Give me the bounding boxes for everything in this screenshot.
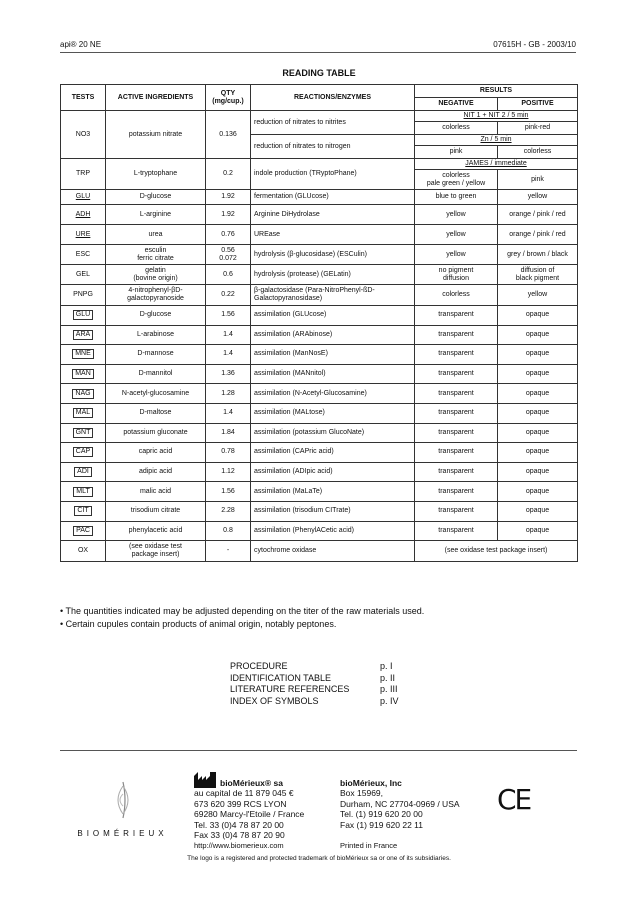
trp-negative: colorless pale green / yellow bbox=[415, 170, 498, 190]
negative-result: transparent bbox=[415, 325, 498, 345]
ingredient: L-arabinose bbox=[106, 325, 206, 345]
negative-result: transparent bbox=[415, 403, 498, 423]
test-cap: CAP bbox=[61, 443, 106, 463]
reaction: assimilation (potassium GlucoNate) bbox=[251, 423, 415, 443]
negative-result: colorless bbox=[415, 285, 498, 306]
test-mne: MNE bbox=[61, 345, 106, 365]
contents-item: INDEX OF SYMBOLS p. IV bbox=[230, 695, 399, 706]
reaction: assimilation (ManNosE) bbox=[251, 345, 415, 365]
ingredient-no3: potassium nitrate bbox=[106, 111, 206, 159]
qty: 1.56 bbox=[206, 482, 251, 502]
col-results: RESULTS bbox=[415, 85, 578, 98]
negative-result: transparent bbox=[415, 521, 498, 541]
ingredient: adipic acid bbox=[106, 462, 206, 482]
table-row bbox=[61, 541, 578, 562]
qty: 1.36 bbox=[206, 364, 251, 384]
negative-result: transparent bbox=[415, 482, 498, 502]
negative-result: transparent bbox=[415, 345, 498, 365]
brand-logo bbox=[60, 780, 185, 838]
test-cit: CIT bbox=[61, 501, 106, 521]
doc-header-left: api® 20 NE bbox=[60, 40, 102, 49]
table-row bbox=[61, 423, 578, 443]
positive-result: opaque bbox=[498, 462, 578, 482]
ingredient: capric acid bbox=[106, 443, 206, 463]
col-reactions: REACTIONS/ENZYMES bbox=[251, 85, 415, 111]
reading-table bbox=[60, 84, 578, 562]
table-row bbox=[61, 225, 578, 245]
table-row bbox=[61, 245, 578, 265]
address-line: 673 620 399 RCS LYON bbox=[194, 798, 287, 809]
negative-result: yellow bbox=[415, 225, 498, 245]
test-adh: ADH bbox=[61, 205, 106, 225]
positive-result: orange / pink / red bbox=[498, 205, 578, 225]
globe-logo-icon bbox=[103, 780, 143, 820]
positive-result: opaque bbox=[498, 384, 578, 404]
result-ox: (see oxidase test package insert) bbox=[415, 541, 578, 562]
table-row bbox=[61, 205, 578, 225]
table-row bbox=[61, 501, 578, 521]
reaction-trp: indole production (TRyptoPhane) bbox=[251, 159, 415, 190]
ingredient: potassium gluconate bbox=[106, 423, 206, 443]
test-mal: MAL bbox=[61, 403, 106, 423]
ingredient: D-maltose bbox=[106, 403, 206, 423]
test-trp: TRP bbox=[61, 159, 106, 190]
table-row bbox=[61, 443, 578, 463]
factory-icon bbox=[194, 772, 216, 788]
ingredient: N-acetyl-glucosamine bbox=[106, 384, 206, 404]
address-line: au capital de 11 879 045 € bbox=[194, 788, 294, 798]
test-pnpg: PNPG bbox=[61, 285, 106, 306]
ingredient-ox: (see oxidase test package insert) bbox=[106, 541, 206, 562]
nit-negative: colorless bbox=[415, 122, 498, 135]
reaction: assimilation (MANnitol) bbox=[251, 364, 415, 384]
ingredient: D-mannitol bbox=[106, 364, 206, 384]
table-row bbox=[61, 403, 578, 423]
qty: 1.92 bbox=[206, 190, 251, 205]
qty: 2.28 bbox=[206, 501, 251, 521]
qty-ox: - bbox=[206, 541, 251, 562]
negative-result: transparent bbox=[415, 423, 498, 443]
company-name-sa: bioMérieux® sa bbox=[220, 777, 283, 788]
table-row bbox=[61, 462, 578, 482]
qty: 1.4 bbox=[206, 403, 251, 423]
qty: 1.4 bbox=[206, 325, 251, 345]
test-no3: NO3 bbox=[61, 111, 106, 159]
col-positive: POSITIVE bbox=[498, 98, 578, 111]
test-adi: ADI bbox=[61, 462, 106, 482]
reaction: UREase bbox=[251, 225, 415, 245]
address-line: Tel. (1) 919 620 20 00 bbox=[340, 809, 423, 819]
brand-wordmark: BIOMÉRIEUX bbox=[77, 829, 168, 838]
positive-result: opaque bbox=[498, 325, 578, 345]
table-row bbox=[61, 364, 578, 384]
ingredient-trp: L-tryptophane bbox=[106, 159, 206, 190]
negative-result: transparent bbox=[415, 306, 498, 326]
qty-no3: 0.136 bbox=[206, 111, 251, 159]
qty-esc: 0.56 0.072 bbox=[206, 245, 251, 265]
qty-gel: 0.6 bbox=[206, 265, 251, 285]
reaction: assimilation (CAPric acid) bbox=[251, 443, 415, 463]
test-man: MAN bbox=[61, 364, 106, 384]
test-ox: OX bbox=[61, 541, 106, 562]
reaction-nitrites: reduction of nitrates to nitrites bbox=[251, 111, 415, 135]
qty: 1.4 bbox=[206, 345, 251, 365]
table-row bbox=[61, 384, 578, 404]
ingredient: D-mannose bbox=[106, 345, 206, 365]
qty: 1.28 bbox=[206, 384, 251, 404]
ingredient: urea bbox=[106, 225, 206, 245]
positive-result: opaque bbox=[498, 403, 578, 423]
reaction-nitrogen: reduction of nitrates to nitrogen bbox=[251, 135, 415, 159]
trademark-note: The logo is a registered and protected trademark of bioMérieux sa or one of its subsidiaries. bbox=[187, 855, 451, 862]
negative-result: transparent bbox=[415, 501, 498, 521]
col-qty: QTY (mg/cup.) bbox=[206, 85, 251, 111]
qty-pnpg: 0.22 bbox=[206, 285, 251, 306]
note-item: • The quantities indicated may be adjusted depending on the titer of the raw materials used. bbox=[60, 606, 425, 616]
qty-trp: 0.2 bbox=[206, 159, 251, 190]
test-esc: ESC bbox=[61, 245, 106, 265]
positive-result: opaque bbox=[498, 443, 578, 463]
negative-result: transparent bbox=[415, 462, 498, 482]
col-tests: TESTS bbox=[61, 85, 106, 111]
table-row bbox=[61, 285, 578, 306]
table-row bbox=[61, 265, 578, 285]
reaction: assimilation (MaLaTe) bbox=[251, 482, 415, 502]
ingredient-pnpg: 4-nitrophenyl-βD- galactopyranoside bbox=[106, 285, 206, 306]
positive-result: opaque bbox=[498, 482, 578, 502]
col-negative: NEGATIVE bbox=[415, 98, 498, 111]
table-row bbox=[61, 345, 578, 365]
reaction: assimilation (GLUcose) bbox=[251, 306, 415, 326]
qty: 1.84 bbox=[206, 423, 251, 443]
company-name-inc: bioMérieux, Inc bbox=[340, 777, 402, 788]
test-ure: URE bbox=[61, 225, 106, 245]
qty: 0.76 bbox=[206, 225, 251, 245]
address-line: Durham, NC 27704-0969 / USA bbox=[340, 798, 460, 809]
positive-result: grey / brown / black bbox=[498, 245, 578, 265]
footer-rule bbox=[60, 750, 577, 751]
website-link[interactable]: http://www.biomerieux.com bbox=[194, 840, 284, 850]
contents-item: PROCEDURE p. I bbox=[230, 661, 393, 671]
negative-result: yellow bbox=[415, 205, 498, 225]
qty: 1.12 bbox=[206, 462, 251, 482]
test-pac: PAC bbox=[61, 521, 106, 541]
table-row bbox=[61, 521, 578, 541]
qty: 0.8 bbox=[206, 521, 251, 541]
ingredient-esc: esculin ferric citrate bbox=[106, 245, 206, 265]
contents-item: IDENTIFICATION TABLE p. II bbox=[230, 672, 396, 683]
table-row bbox=[61, 306, 578, 326]
reaction-pnpg: β-galactosidase (Para-NitroPhenyl-ßD- Galactopyranosidase) bbox=[251, 285, 415, 306]
positive-result: yellow bbox=[498, 285, 578, 306]
test-mlt: MLT bbox=[61, 482, 106, 502]
reaction-ox: cytochrome oxidase bbox=[251, 541, 415, 562]
nit-header: NIT 1 + NIT 2 / 5 min bbox=[415, 111, 578, 122]
reaction-gel: hydrolysis (protease) (GELatin) bbox=[251, 265, 415, 285]
test-ara: ARA bbox=[61, 325, 106, 345]
negative-result: transparent bbox=[415, 443, 498, 463]
page-title: READING TABLE bbox=[282, 68, 356, 78]
qty: 1.56 bbox=[206, 306, 251, 326]
test-gel: GEL bbox=[61, 265, 106, 285]
doc-header-right: 07615H - GB - 2003/10 bbox=[493, 40, 576, 49]
address-line: Fax 33 (0)4 78 87 20 90 bbox=[194, 830, 285, 840]
zn-negative: pink bbox=[415, 146, 498, 159]
col-ingredients: ACTIVE INGREDIENTS bbox=[106, 85, 206, 111]
reaction-esc: hydrolysis (β-glucosidase) (ESCulin) bbox=[251, 245, 415, 265]
note-item: • Certain cupules contain products of animal origin, notably peptones. bbox=[60, 619, 337, 629]
ingredient: phenylacetic acid bbox=[106, 521, 206, 541]
contents-item: LITERATURE REFERENCES p. III bbox=[230, 684, 398, 694]
negative-result: blue to green bbox=[415, 190, 498, 205]
test-gnt: GNT bbox=[61, 423, 106, 443]
positive-result: opaque bbox=[498, 521, 578, 541]
ingredient: trisodium citrate bbox=[106, 501, 206, 521]
table-row bbox=[61, 325, 578, 345]
positive-result: opaque bbox=[498, 306, 578, 326]
address-line: 69280 Marcy-l'Etoile / France bbox=[194, 809, 305, 819]
ingredient: L-arginine bbox=[106, 205, 206, 225]
ingredient: D-glucose bbox=[106, 306, 206, 326]
nit-positive: pink-red bbox=[498, 122, 578, 135]
ce-mark-icon: CE bbox=[497, 783, 531, 816]
reaction: assimilation (ADIpic acid) bbox=[251, 462, 415, 482]
zn-header: Zn / 5 min bbox=[415, 135, 578, 146]
zn-positive: colorless bbox=[498, 146, 578, 159]
address-line: Tel. 33 (0)4 78 87 20 00 bbox=[194, 819, 284, 830]
ingredient: malic acid bbox=[106, 482, 206, 502]
contents-list bbox=[230, 661, 410, 707]
table-row bbox=[61, 482, 578, 502]
test-nag: NAG bbox=[61, 384, 106, 404]
address-sa bbox=[194, 772, 304, 851]
reaction: assimilation (N-Acetyl-Glucosamine) bbox=[251, 384, 415, 404]
positive-result: opaque bbox=[498, 364, 578, 384]
ingredient-gel: gelatin (bovine origin) bbox=[106, 265, 206, 285]
test-glu: GLU bbox=[61, 306, 106, 326]
address-line bbox=[340, 830, 460, 841]
positive-result: opaque bbox=[498, 501, 578, 521]
reaction: assimilation (MALtose) bbox=[251, 403, 415, 423]
reaction: Arginine DiHydrolase bbox=[251, 205, 415, 225]
test-glu-ferm: GLU bbox=[61, 190, 106, 205]
positive-result: opaque bbox=[498, 423, 578, 443]
reaction: assimilation (trisodium CITrate) bbox=[251, 501, 415, 521]
positive-result: opaque bbox=[498, 345, 578, 365]
positive-result: diffusion of black pigment bbox=[498, 265, 578, 285]
reaction: assimilation (PhenylACetic acid) bbox=[251, 521, 415, 541]
positive-result: orange / pink / red bbox=[498, 225, 578, 245]
qty: 1.92 bbox=[206, 205, 251, 225]
reaction: fermentation (GLUcose) bbox=[251, 190, 415, 205]
qty: 0.78 bbox=[206, 443, 251, 463]
negative-result: transparent bbox=[415, 364, 498, 384]
positive-result: yellow bbox=[498, 190, 578, 205]
trp-positive: pink bbox=[498, 170, 578, 190]
header-rule bbox=[60, 52, 576, 53]
notes bbox=[60, 605, 424, 631]
address-line: Box 15969, bbox=[340, 788, 384, 798]
reaction: assimilation (ARAbinose) bbox=[251, 325, 415, 345]
negative-result: yellow bbox=[415, 245, 498, 265]
ingredient: D-glucose bbox=[106, 190, 206, 205]
negative-result: transparent bbox=[415, 384, 498, 404]
printed-in: Printed in France bbox=[340, 840, 398, 850]
table-row bbox=[61, 190, 578, 205]
negative-result: no pigment diffusion bbox=[415, 265, 498, 285]
address-inc bbox=[340, 772, 460, 851]
address-line: Fax (1) 919 620 22 11 bbox=[340, 819, 424, 830]
james-header: JAMES / immediate bbox=[415, 159, 578, 170]
